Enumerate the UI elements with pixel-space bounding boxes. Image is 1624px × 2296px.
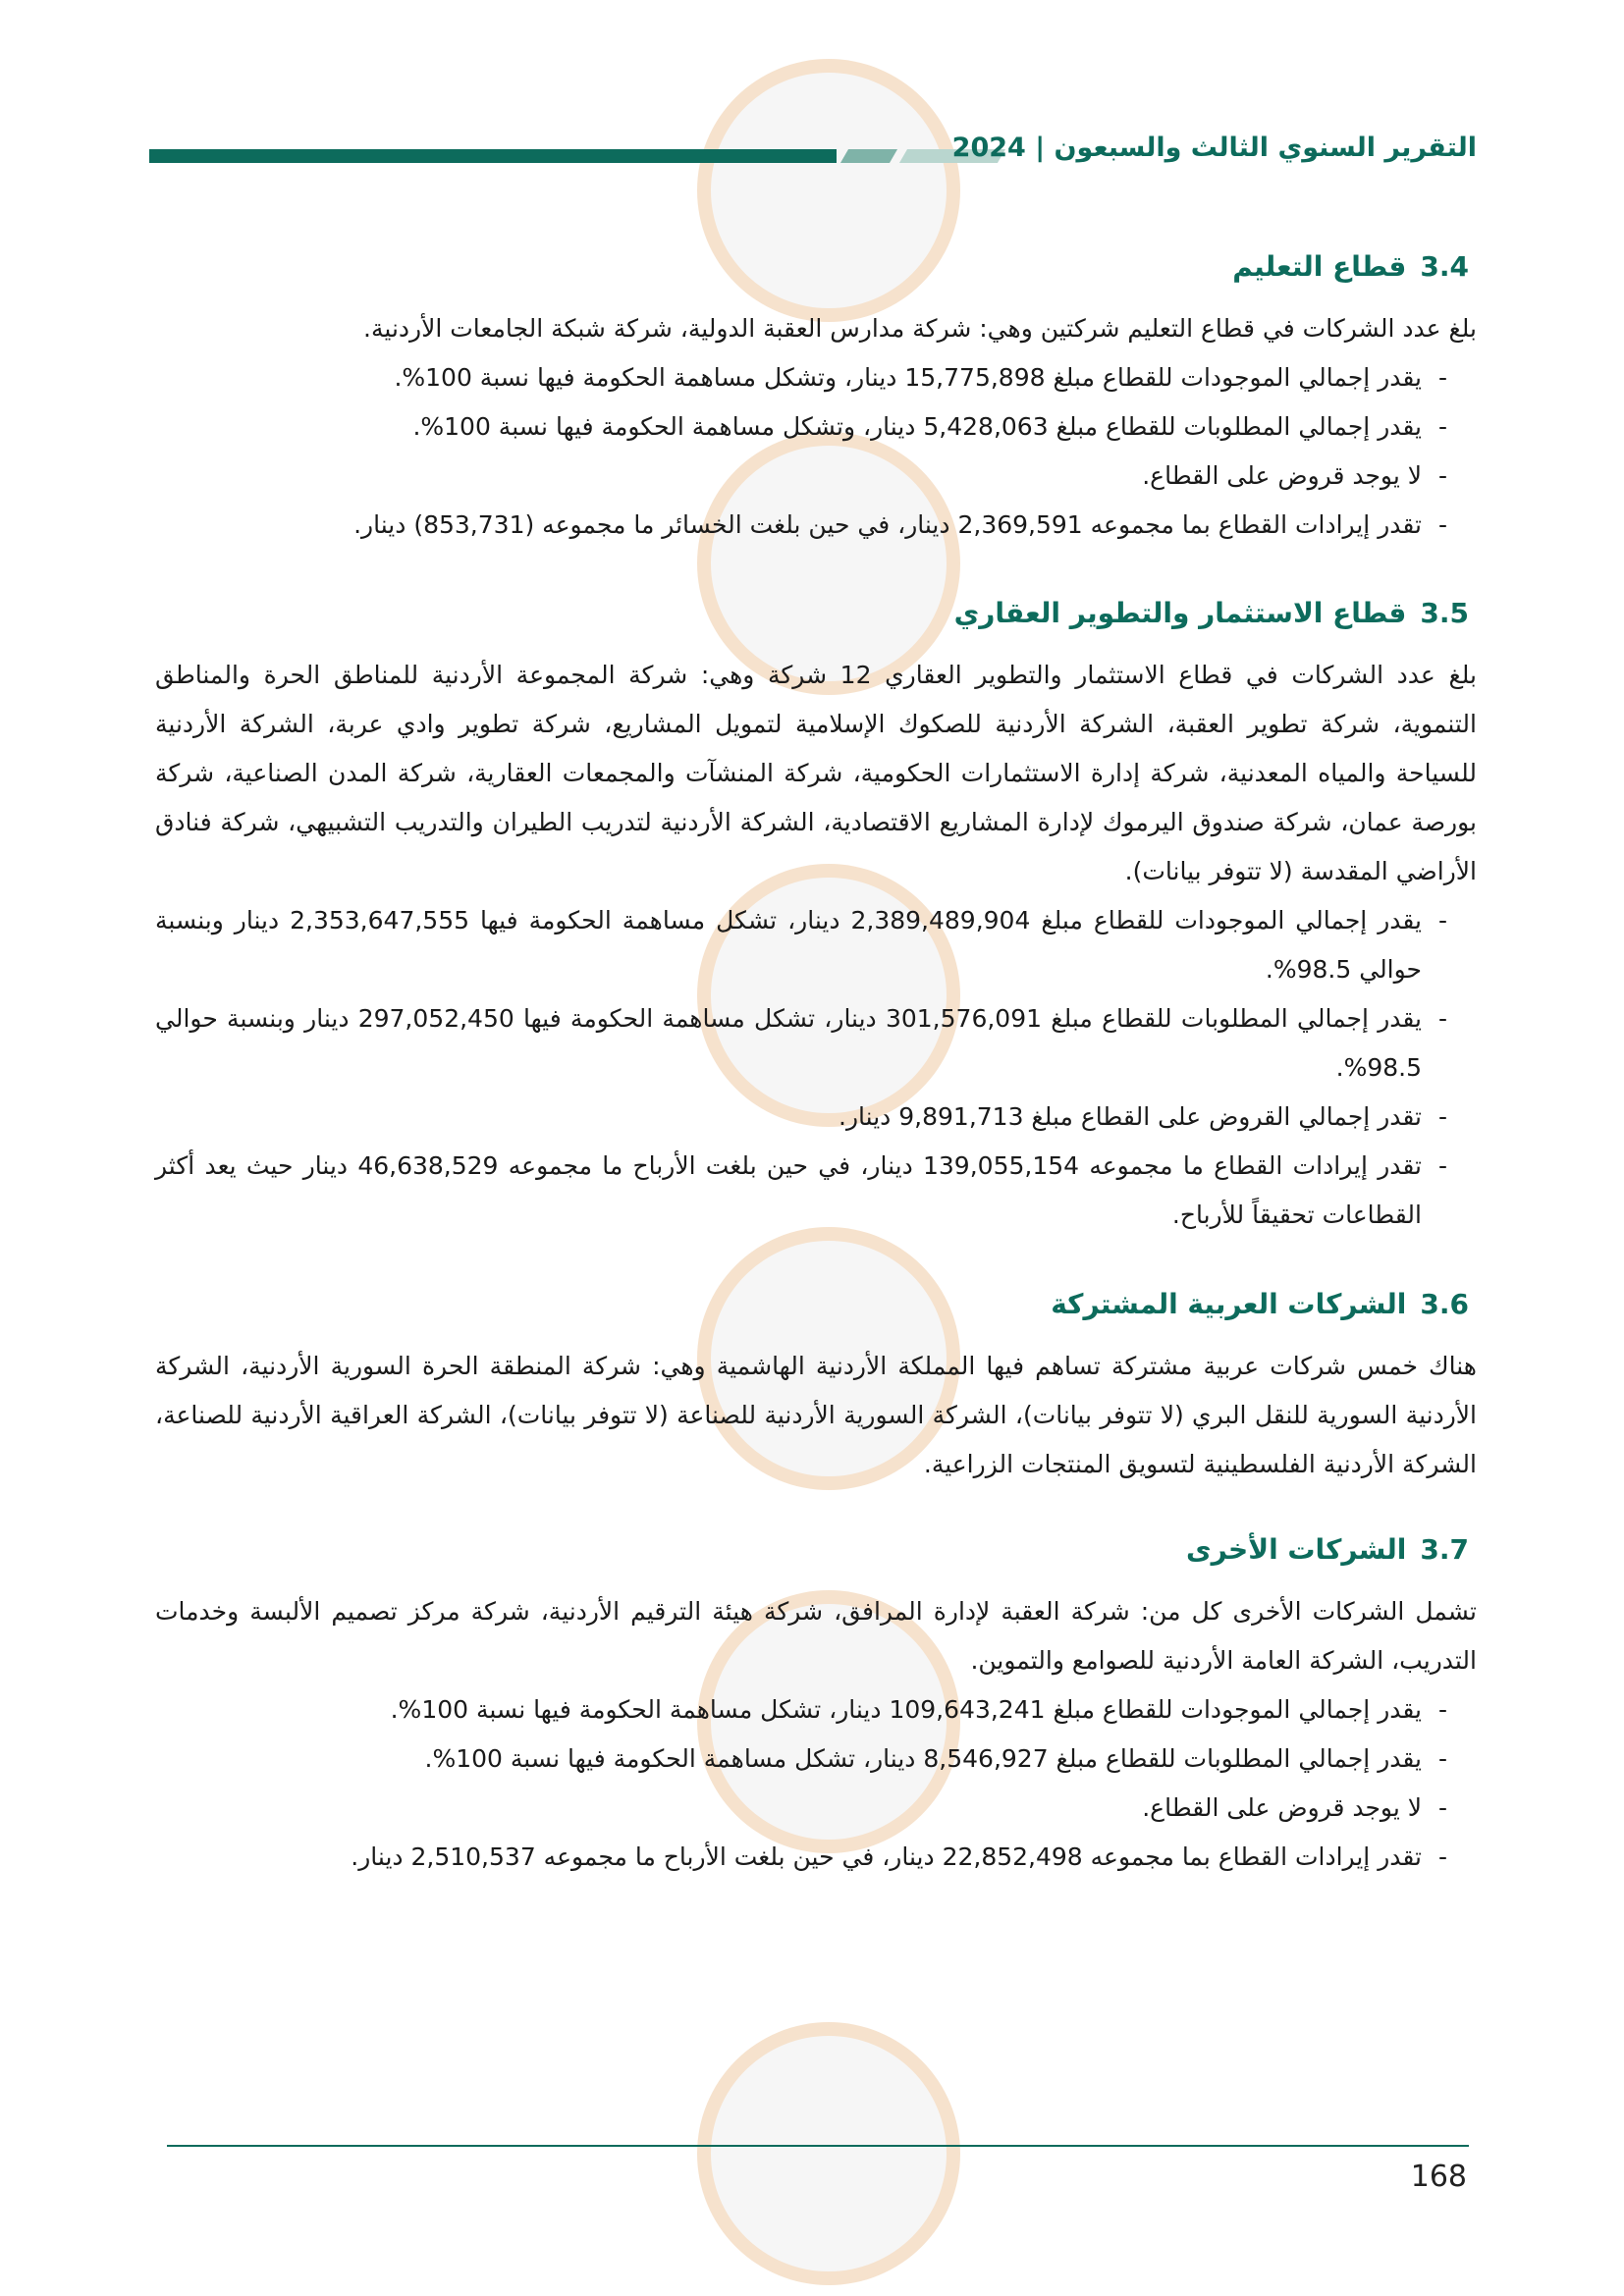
header-rule-accent: [840, 149, 897, 163]
section-education: [155, 250, 1477, 550]
header-rule: [149, 149, 837, 163]
list-item: - تقدر إيرادات القطاع ما مجموعه 139,055,154 دينار، في حين بلغت الأرباح ما مجموعه 46,638,529 دينار حيث يعد أكثر القطاعات تحقيقاً للأرباح.: [155, 1142, 1447, 1240]
section-intro: تشمل الشركات الأخرى كل من: شركة العقبة لإدارة المرافق، شركة هيئة الترقيم الأردنية، شركة مركز تصميم الألبسة وخدمات التدريب، الشركة العامة الأردنية للصوامع والتموين.: [155, 1597, 1477, 1675]
list-item: - تقدر إيرادات القطاع بما مجموعه 22,852,498 دينار، في حين بلغت الأرباح ما مجموعه 2,510,537 دينار.: [155, 1833, 1447, 1882]
section-intro: بلغ عدد الشركات في قطاع التعليم شركتين وهي: شركة مدارس العقبة الدولية، شركة شبكة الجامعات الأردنية.: [363, 314, 1477, 343]
list-item: - تقدر إيرادات القطاع بما مجموعه 2,369,591 دينار، في حين بلغت الخسائر ما مجموعه (853,731) دينار.: [155, 501, 1447, 550]
section-investment-real-estate: [155, 597, 1478, 1240]
bullet-list: [155, 896, 1469, 1240]
page-number: 168: [1410, 2160, 1467, 2194]
list-item: - يقدر إجمالي الموجودات للقطاع مبلغ 109,643,241 دينار، تشكل مساهمة الحكومة فيها نسبة 100%.: [155, 1685, 1447, 1735]
section-heading: 3.4قطاع التعليم: [1232, 250, 1469, 283]
list-item: - يقدر إجمالي الموجودات للقطاع مبلغ 15,775,898 دينار، وتشكل مساهمة الحكومة فيها نسبة 100%.: [155, 353, 1447, 402]
section-other-companies: [155, 1533, 1477, 1882]
list-item: - يقدر إجمالي الموجودات للقطاع مبلغ 2,389,489,904 دينار، تشكل مساهمة الحكومة فيها 2,353,647,555 دينار وبنسبة حوالي 98.5%.: [155, 896, 1447, 994]
section-heading: 3.6الشركات العربية المشتركة: [1051, 1288, 1469, 1320]
section-intro: بلغ عدد الشركات في قطاع الاستثمار والتطوير العقاري 12 شركة وهي: شركة المجموعة الأردنية للمناطق الحرة والمناطق التنموية، شركة تطوير العقبة، الشركة الأردنية للصكوك الإسلامية لتمويل المشاريع، شركة تطوير وادي عربة، الشركة الأردنية للسياحة والمياه المعدنية، شركة إدارة الاستثمارات الحكومية، شركة المنشآت والمجمعات العقارية، شركة المدن الصناعية، شركة بورصة عمان، شركة صندوق اليرموك لإدارة المشاريع الاقتصادية، الشركة الأردنية لتدريب الطيران والتدريب التشبيهي، شركة فنادق الأراضي المقدسة (لا تتوفر بيانات).: [155, 661, 1478, 885]
bullet-list: [155, 1685, 1469, 1882]
bullet-list: [155, 353, 1469, 550]
list-item: - يقدر إجمالي المطلوبات للقطاع مبلغ 5,428,063 دينار، وتشكل مساهمة الحكومة فيها نسبة 100%.: [155, 402, 1447, 452]
watermark-clock: [697, 2022, 960, 2285]
list-item: - لا يوجد قروض على القطاع.: [155, 1784, 1447, 1833]
list-item: - لا يوجد قروض على القطاع.: [155, 452, 1447, 501]
list-item: - يقدر إجمالي المطلوبات للقطاع مبلغ 8,546,927 دينار، تشكل مساهمة الحكومة فيها نسبة 100%.: [155, 1735, 1447, 1784]
list-item: - يقدر إجمالي المطلوبات للقطاع مبلغ 301,576,091 دينار، تشكل مساهمة الحكومة فيها 297,052,450 دينار وبنسبة حوالي 98.5%.: [155, 994, 1447, 1093]
section-arab-joint-companies: [155, 1288, 1477, 1489]
footer-rule: [167, 2145, 1469, 2147]
list-item: - تقدر إجمالي القروض على القطاع مبلغ 9,891,713 دينار.: [155, 1093, 1447, 1142]
section-heading: 3.5قطاع الاستثمار والتطوير العقاري: [953, 597, 1469, 629]
section-heading: 3.7الشركات الأخرى: [1185, 1533, 1469, 1566]
section-intro: هناك خمس شركات عربية مشتركة تساهم فيها المملكة الأردنية الهاشمية وهي: شركة المنطقة الحرة السورية الأردنية، الشركة الأردنية السورية للنقل البري (لا تتوفر بيانات)، الشركة السورية الأردنية للصناعة (لا تتوفر بيانات)، الشركة العراقية الأردنية للصناعة، الشركة الأردنية الفلسطينية لتسويق المنتجات الزراعية.: [155, 1352, 1477, 1478]
report-title: التقرير السنوي الثالث والسبعون | 2024: [951, 133, 1477, 163]
